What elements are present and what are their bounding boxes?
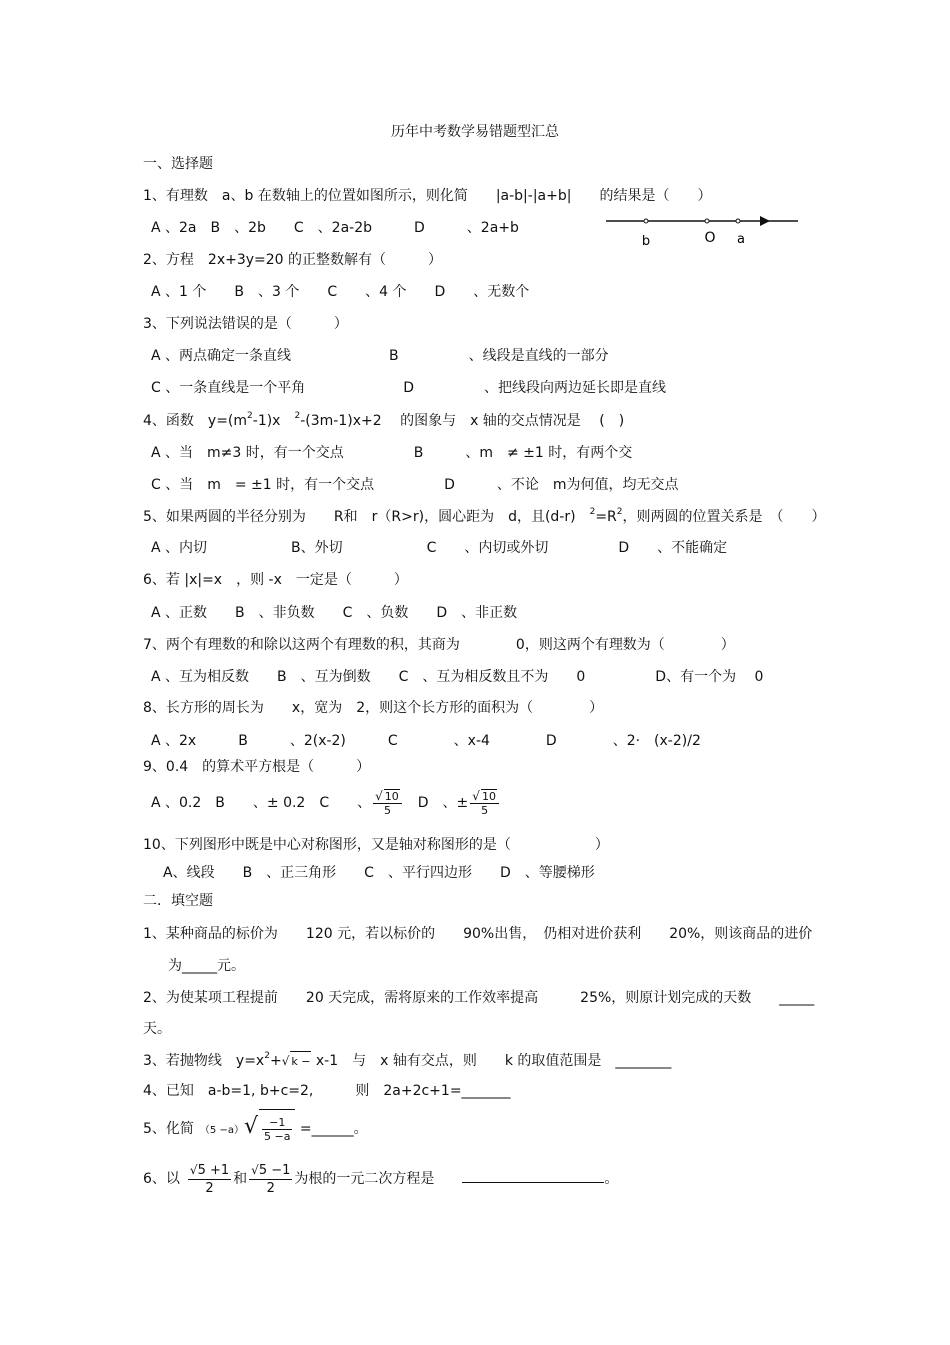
- question-4-stem: [143, 411, 624, 431]
- question-2-stem: 2、方程 2x+3y=20 的正整数解有（ ）: [143, 252, 443, 268]
- f6-frac2-denominator: 2: [266, 1180, 275, 1196]
- q4-text-a: 4、函数 y=(m: [143, 413, 248, 429]
- fill-2-line-2: 天。: [143, 1021, 171, 1037]
- q9-d-radicand: 10: [481, 790, 496, 803]
- question-7-stem: 7、两个有理数的和除以这两个有理数的积，其商为 0，则这两个有理数为（ ）: [143, 637, 735, 653]
- section-fill-heading: 二．填空题: [143, 893, 213, 909]
- arrow-icon: [760, 216, 770, 226]
- question-9-stem: 9、0.4 的算术平方根是（ ）: [143, 759, 371, 775]
- radical-icon: √: [189, 1162, 198, 1177]
- fill-4: 4、已知 a-b=1, b+c=2, 则 2a+2c+1=_______: [143, 1083, 511, 1099]
- question-5-options: A 、内切 B、外切 C 、内切或外切 D 、不能确定: [151, 540, 728, 556]
- f6-text-c: 。: [604, 1171, 619, 1187]
- q9-c-denominator: 5: [383, 804, 391, 817]
- f6-answer-blank[interactable]: [462, 1182, 604, 1183]
- question-3-stem: 3、下列说法错误的是（ ）: [143, 316, 348, 332]
- question-4-options-ab: A 、当 m≠3 时，有一个交点 B 、m ≠ ±1 时，有两个交: [151, 445, 633, 461]
- f5-text-a: 5、化简: [143, 1121, 194, 1137]
- radical-icon: √: [472, 789, 480, 803]
- q9-fraction-c: [373, 789, 402, 817]
- q4-exp-1: 2: [247, 411, 253, 421]
- point-b: [644, 219, 648, 223]
- question-3-options-ab: A 、两点确定一条直线 B 、线段是直线的一部分: [151, 348, 609, 364]
- radical-icon: √: [281, 1054, 290, 1068]
- question-10-stem: 10、下列图形中既是中心对称图形，又是轴对称图形的是（ ）: [143, 837, 609, 853]
- question-1-options: A 、2a B 、2b C 、2a-2b D 、2a+b: [151, 220, 519, 236]
- fill-5: [143, 1108, 368, 1150]
- question-4-options-cd: C 、当 m = ±1 时，有一个交点 D 、不论 m为何值，均无交点: [151, 477, 679, 493]
- question-8-stem: 8、长方形的周长为 x，宽为 2，则这个长方形的面积为（ ）: [143, 700, 604, 716]
- f5-fraction: [262, 1116, 292, 1143]
- number-line-figure: [600, 205, 805, 250]
- f3-radicand: k −: [290, 1051, 311, 1072]
- label-o: O: [704, 230, 716, 246]
- q9-fraction-d: [470, 789, 499, 817]
- radical-icon: √: [375, 789, 383, 803]
- q9-c-radicand: 10: [384, 790, 399, 803]
- f3-exp: 2: [264, 1051, 270, 1061]
- f5-denominator: 5 −a: [264, 1129, 291, 1143]
- fill-3: [143, 1051, 671, 1072]
- point-o: [705, 219, 709, 223]
- question-2-options: A 、1 个 B 、3 个 C 、4 个 D 、无数个: [151, 284, 530, 300]
- fill-1-line-1: 1、某种商品的标价为 120 元，若以标价的 90%出售， 仍相对进价获利 20%，则该商品的进价: [143, 926, 813, 942]
- f5-radical-body: [259, 1109, 295, 1148]
- f5-numerator: −1: [262, 1116, 292, 1130]
- f6-fraction-2: [249, 1162, 292, 1197]
- q5-text-b: =R: [595, 509, 617, 525]
- question-6-stem: 6、若 |x|=x ，则 -x 一定是（ ）: [143, 572, 408, 588]
- f3-text-c: x-1 与 x 轴有交点，则 k 的取值范围是 ________: [311, 1053, 672, 1069]
- question-1-stem: 1、有理数 a、b 在数轴上的位置如图所示，则化简 |a-b|-|a+b| 的结果是（ ）: [143, 188, 712, 204]
- q5-exp-2: 2: [616, 507, 623, 517]
- f6-frac1-numerator: 5 +1: [197, 1162, 230, 1178]
- fill-6: [143, 1157, 618, 1201]
- page-title: 历年中考数学易错题型汇总: [391, 124, 559, 140]
- q5-exp-1: 2: [589, 507, 596, 517]
- question-3-options-cd: C 、一条直线是一个平角 D 、把线段向两边延长即是直线: [151, 380, 667, 396]
- q5-text-a: 5、如果两圆的半径分别为 R和 r（R>r)，圆心距为 d，且(d-r): [143, 509, 590, 525]
- label-b: b: [641, 234, 651, 249]
- f5-factor: （5 −a）: [199, 1125, 244, 1136]
- f6-fraction-1: [188, 1162, 231, 1197]
- f6-and: 和: [233, 1171, 248, 1187]
- q5-text-c: ，则两圆的位置关系是 （ ）: [622, 509, 826, 525]
- section-choice-heading: 一、选择题: [143, 156, 213, 172]
- f3-plus: +: [269, 1053, 282, 1069]
- fill-1-line-2: 为_____元。: [168, 958, 245, 974]
- radical-icon: √: [251, 1162, 259, 1177]
- q9-d-denominator: 5: [481, 804, 489, 817]
- question-8-options: A 、2x B 、2(x-2) C 、x-4 D 、2· (x-2)/2: [151, 733, 701, 749]
- question-5-stem: [143, 507, 826, 527]
- f6-text-a: 6、以: [143, 1171, 180, 1187]
- label-a: a: [737, 232, 745, 247]
- f6-frac1-denominator: 2: [205, 1180, 214, 1196]
- f6-text-b: 为根的一元二次方程是: [294, 1171, 463, 1187]
- question-10-options: A、线段 B 、正三角形 C 、平行四边形 D 、等腰梯形: [163, 865, 595, 881]
- question-9-options: [151, 786, 501, 820]
- question-6-options: A 、正数 B 、非负数 C 、负数 D 、非正数: [151, 605, 518, 621]
- f6-frac2-numerator: 5 −1: [258, 1162, 291, 1178]
- q9-option-d: D 、±: [403, 795, 469, 811]
- q4-text-c: -(3m-1)x+2 的图象与 x 轴的交点情况是 ( ): [300, 413, 625, 429]
- f3-text-a: 3、若抛物线 y=x: [143, 1053, 265, 1069]
- f5-text-b: =______。: [295, 1121, 368, 1137]
- point-a: [736, 219, 740, 223]
- q4-text-b: -1)x: [252, 413, 295, 429]
- fill-2-line-1: 2、为使某项工程提前 20 天完成，需将原来的工作效率提高 25%，则原计划完成的天数 _____: [143, 990, 815, 1006]
- radical-icon: √: [243, 1114, 259, 1139]
- q9-options-abc: A 、0.2 B 、± 0.2 C 、: [151, 795, 372, 811]
- question-7-options: A 、互为相反数 B 、互为倒数 C 、互为相反数且不为 0 D、有一个为 0: [151, 669, 764, 685]
- q4-exp-2: 2: [294, 411, 301, 421]
